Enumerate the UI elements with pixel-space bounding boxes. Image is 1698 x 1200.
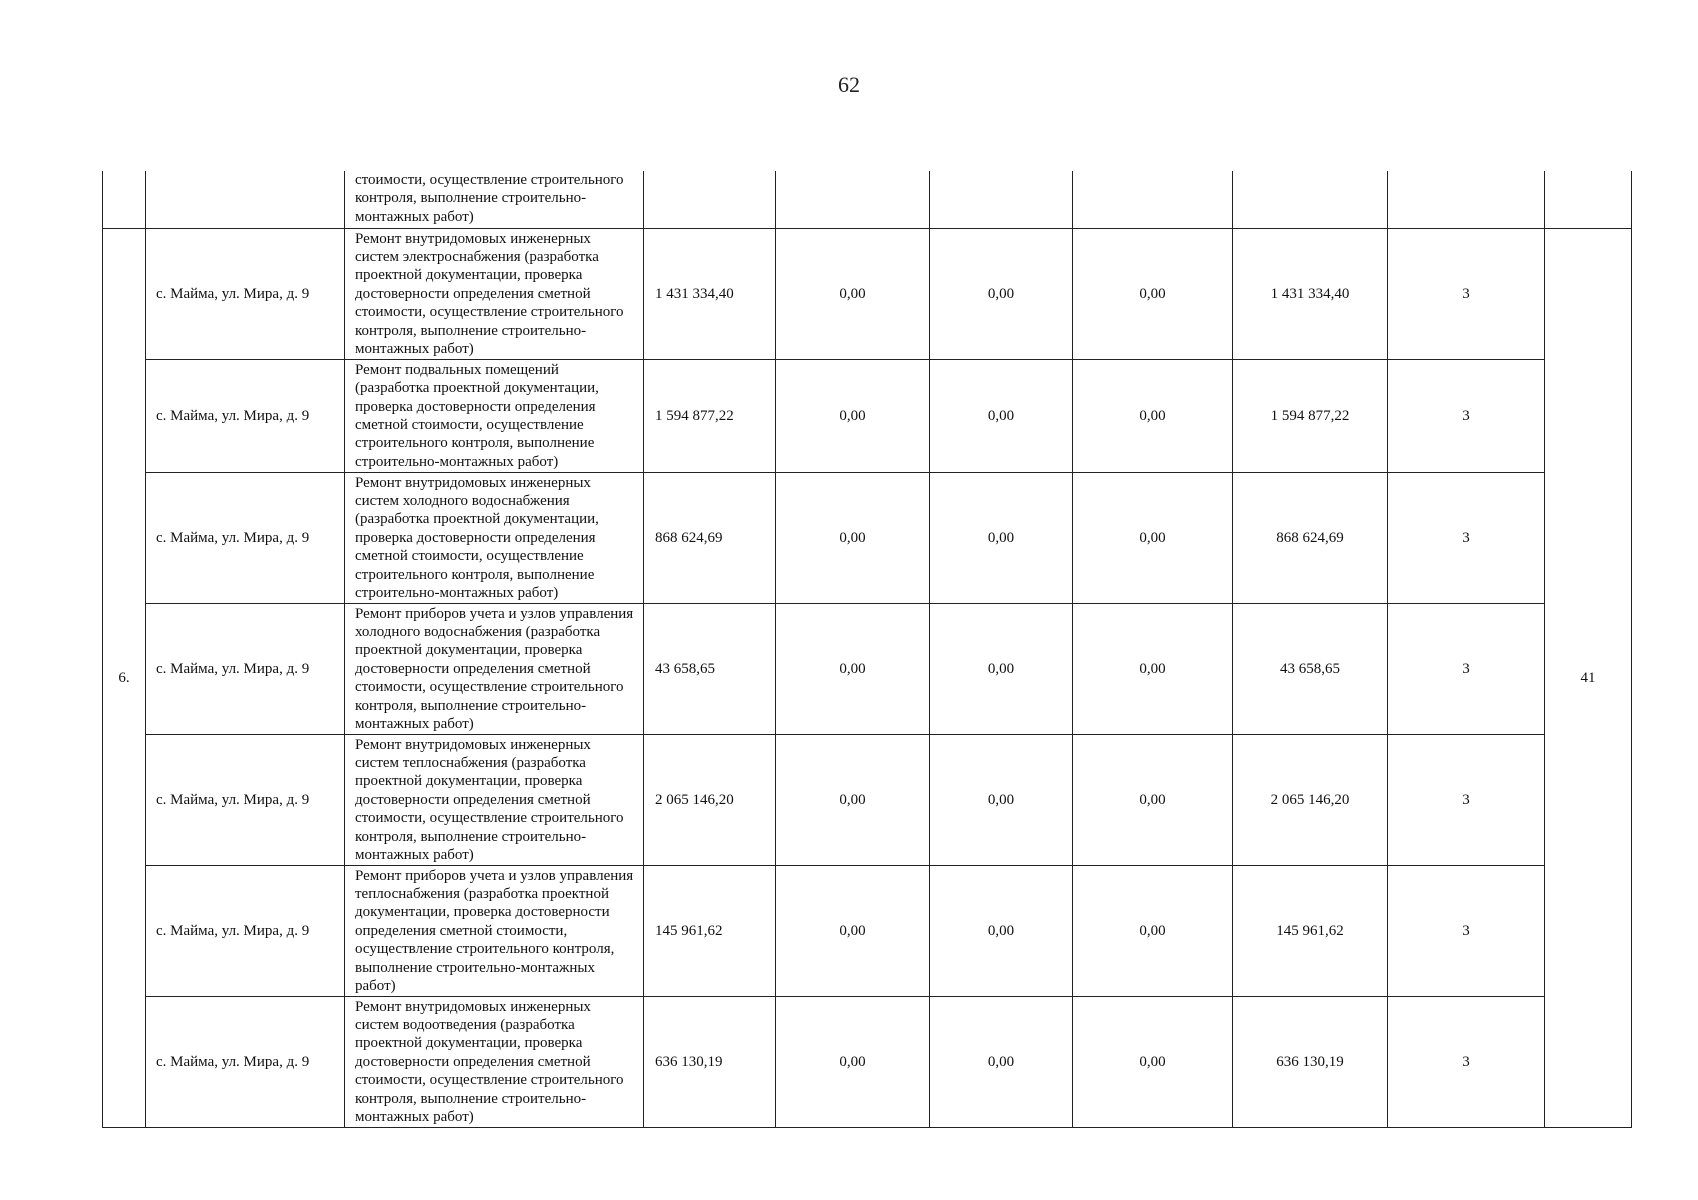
period-cell: 3	[1388, 604, 1545, 735]
cell-empty	[1073, 171, 1233, 229]
address-cell: с. Майма, ул. Мира, д. 9	[146, 360, 345, 473]
fund-1-cell: 0,00	[776, 229, 930, 360]
total-cost-cell: 43 658,65	[644, 604, 776, 735]
work-description-cell: Ремонт внутридомовых инженерных систем водоотведения (разработка проектной документации, проверка достоверности определения сметной стоимости, осуществление строительного контроля, выполнение строительно-монтажных работ)	[345, 997, 644, 1128]
fund-3-cell: 0,00	[1073, 473, 1233, 604]
table-row	[103, 473, 1632, 604]
fund-2-cell: 0,00	[930, 866, 1073, 997]
owners-funds-cell: 1 594 877,22	[1233, 360, 1388, 473]
total-cost-cell: 636 130,19	[644, 997, 776, 1128]
cell-empty	[1233, 171, 1388, 229]
cell-empty	[930, 171, 1073, 229]
group-total: 41	[1545, 229, 1632, 1128]
fund-1-cell: 0,00	[776, 360, 930, 473]
work-description-cell: Ремонт внутридомовых инженерных систем электроснабжения (разработка проектной документации, проверка достоверности определения сметной стоимости, осуществление строительного контроля, выполнение строительно-монтажных работ)	[345, 229, 644, 360]
cell-empty	[776, 171, 930, 229]
period-cell: 3	[1388, 473, 1545, 604]
owners-funds-cell: 145 961,62	[1233, 866, 1388, 997]
total-cost-cell: 2 065 146,20	[644, 735, 776, 866]
period-cell: 3	[1388, 866, 1545, 997]
fund-2-cell: 0,00	[930, 473, 1073, 604]
table-row	[103, 866, 1632, 997]
owners-funds-cell: 1 431 334,40	[1233, 229, 1388, 360]
owners-funds-cell: 43 658,65	[1233, 604, 1388, 735]
period-cell: 3	[1388, 360, 1545, 473]
fund-1-cell: 0,00	[776, 473, 930, 604]
cell-empty	[644, 171, 776, 229]
fund-2-cell: 0,00	[930, 229, 1073, 360]
work-description-cell: Ремонт приборов учета и узлов управления теплоснабжения (разработка проектной документации, проверка достоверности определения сметной стоимости, осуществление строительного контроля, выполнение строительно-монтажных работ)	[345, 866, 644, 997]
total-cost-cell: 1 594 877,22	[644, 360, 776, 473]
fund-3-cell: 0,00	[1073, 360, 1233, 473]
table-row	[103, 229, 1632, 360]
period-cell: 3	[1388, 229, 1545, 360]
fund-1-cell: 0,00	[776, 866, 930, 997]
work-description-cell: Ремонт внутридомовых инженерных систем теплоснабжения (разработка проектной документации, проверка достоверности определения сметной стоимости, осуществление строительного контроля, выполнение строительно-монтажных работ)	[345, 735, 644, 866]
continuation-row	[103, 171, 1632, 229]
group-index: 6.	[103, 229, 146, 1128]
continuation-description: стоимости, осуществление строительного контроля, выполнение строительно-монтажных работ)	[345, 171, 644, 229]
period-cell: 3	[1388, 735, 1545, 866]
cell-empty	[1545, 171, 1632, 229]
fund-1-cell: 0,00	[776, 997, 930, 1128]
fund-3-cell: 0,00	[1073, 735, 1233, 866]
table-body	[103, 171, 1632, 1128]
table-row	[103, 735, 1632, 866]
work-description-cell: Ремонт приборов учета и узлов управления холодного водоснабжения (разработка проектной документации, проверка достоверности определения сметной стоимости, осуществление строительного контроля, выполнение строительно-монтажных работ)	[345, 604, 644, 735]
owners-funds-cell: 868 624,69	[1233, 473, 1388, 604]
address-cell: с. Майма, ул. Мира, д. 9	[146, 473, 345, 604]
work-description-cell: Ремонт внутридомовых инженерных систем холодного водоснабжения (разработка проектной документации, проверка достоверности определения сметной стоимости, осуществление строительного контроля, выполнение строительно-монтажных работ)	[345, 473, 644, 604]
period-cell: 3	[1388, 997, 1545, 1128]
fund-2-cell: 0,00	[930, 604, 1073, 735]
total-cost-cell: 868 624,69	[644, 473, 776, 604]
total-cost-cell: 145 961,62	[644, 866, 776, 997]
table-row	[103, 997, 1632, 1128]
address-cell: с. Майма, ул. Мира, д. 9	[146, 997, 345, 1128]
fund-1-cell: 0,00	[776, 604, 930, 735]
address-cell: с. Майма, ул. Мира, д. 9	[146, 229, 345, 360]
fund-2-cell: 0,00	[930, 997, 1073, 1128]
address-cell: с. Майма, ул. Мира, д. 9	[146, 866, 345, 997]
fund-3-cell: 0,00	[1073, 229, 1233, 360]
table-row	[103, 360, 1632, 473]
owners-funds-cell: 2 065 146,20	[1233, 735, 1388, 866]
address-cell: с. Майма, ул. Мира, д. 9	[146, 604, 345, 735]
work-description-cell: Ремонт подвальных помещений (разработка проектной документации, проверка достоверности определения сметной стоимости, осуществление строительного контроля, выполнение строительно-монтажных работ)	[345, 360, 644, 473]
fund-3-cell: 0,00	[1073, 604, 1233, 735]
cell-empty	[1388, 171, 1545, 229]
fund-2-cell: 0,00	[930, 735, 1073, 866]
works-table	[102, 171, 1632, 1128]
fund-1-cell: 0,00	[776, 735, 930, 866]
cell-empty	[146, 171, 345, 229]
fund-2-cell: 0,00	[930, 360, 1073, 473]
address-cell: с. Майма, ул. Мира, д. 9	[146, 735, 345, 866]
owners-funds-cell: 636 130,19	[1233, 997, 1388, 1128]
table-row	[103, 604, 1632, 735]
total-cost-cell: 1 431 334,40	[644, 229, 776, 360]
page-number: 62	[838, 72, 860, 97]
cell-empty	[103, 171, 146, 229]
fund-3-cell: 0,00	[1073, 866, 1233, 997]
fund-3-cell: 0,00	[1073, 997, 1233, 1128]
